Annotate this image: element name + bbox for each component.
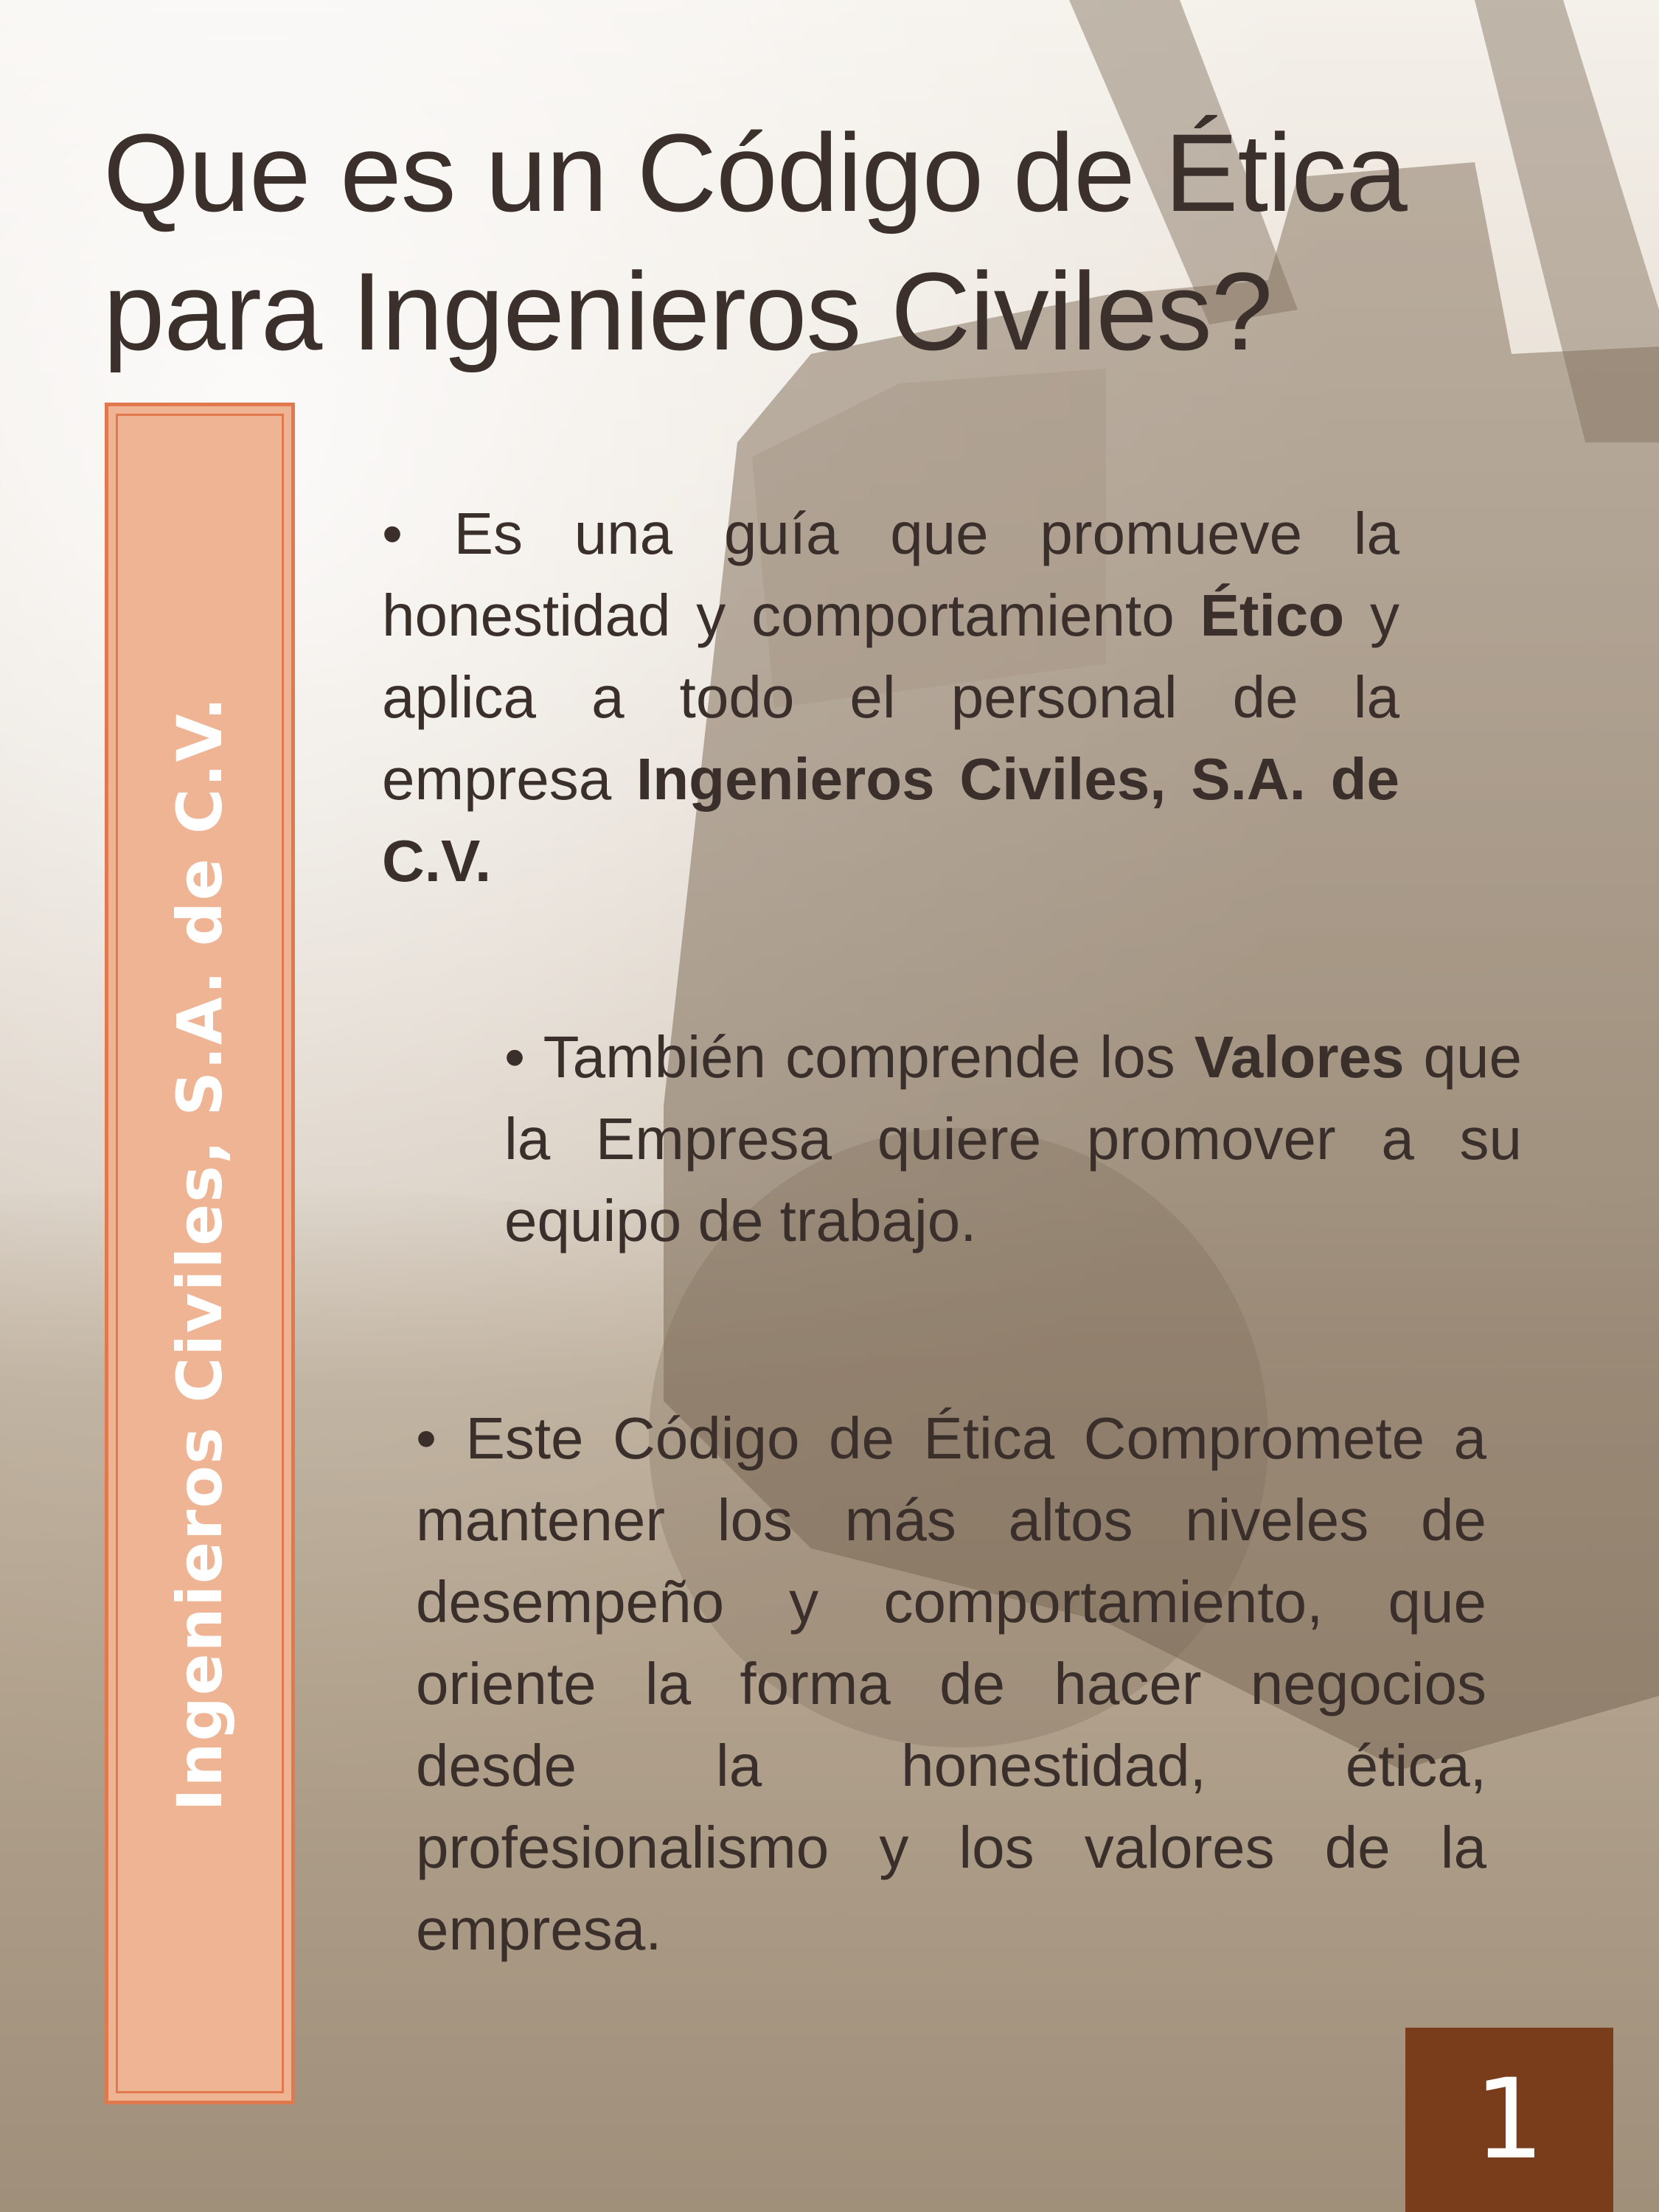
- title-line-1: Que es un Código de Ética: [103, 111, 1407, 234]
- bullet-item-values: [504, 1016, 1522, 1262]
- company-name-vertical: Ingenieros Civiles, S.A. de C.V.: [164, 695, 236, 1812]
- bullet-text: que la Empresa quiere promover a su equipo de trabajo.: [504, 1024, 1523, 1253]
- bullet-emphasis: Valores: [1194, 1024, 1405, 1090]
- bullet-text: Es una guía que promueve la honestidad y comportamiento: [382, 501, 1399, 648]
- bullet-emphasis: Ético: [1200, 582, 1345, 648]
- bullet-marker: •: [504, 1024, 526, 1090]
- bullet-marker: •: [416, 1405, 437, 1471]
- page-number: 1: [1474, 2056, 1545, 2184]
- side-banner: [105, 403, 295, 2104]
- bullet-text: Este Código de Ética Compromete a mantener los más altos niveles de desempeño y comportamiento, que oriente la forma de hacer negocios desde la honestidad, ética, profesionalismo y los valores de la empresa.: [416, 1405, 1486, 1962]
- bullet-marker: •: [382, 501, 403, 566]
- bullet-text: También comprende los: [525, 1024, 1194, 1090]
- title-line-2: para Ingenieros Civiles?: [103, 249, 1273, 373]
- page-number-box: [1405, 2028, 1613, 2212]
- bullet-item-guide: [382, 493, 1399, 902]
- bullet-emphasis: Ingenieros Civiles, S.A. de C.V.: [382, 746, 1399, 894]
- page-title: [103, 103, 1637, 380]
- bullet-item-commitment: [416, 1397, 1486, 1970]
- bullet-text: y aplica a todo el personal de la empresa: [382, 582, 1399, 812]
